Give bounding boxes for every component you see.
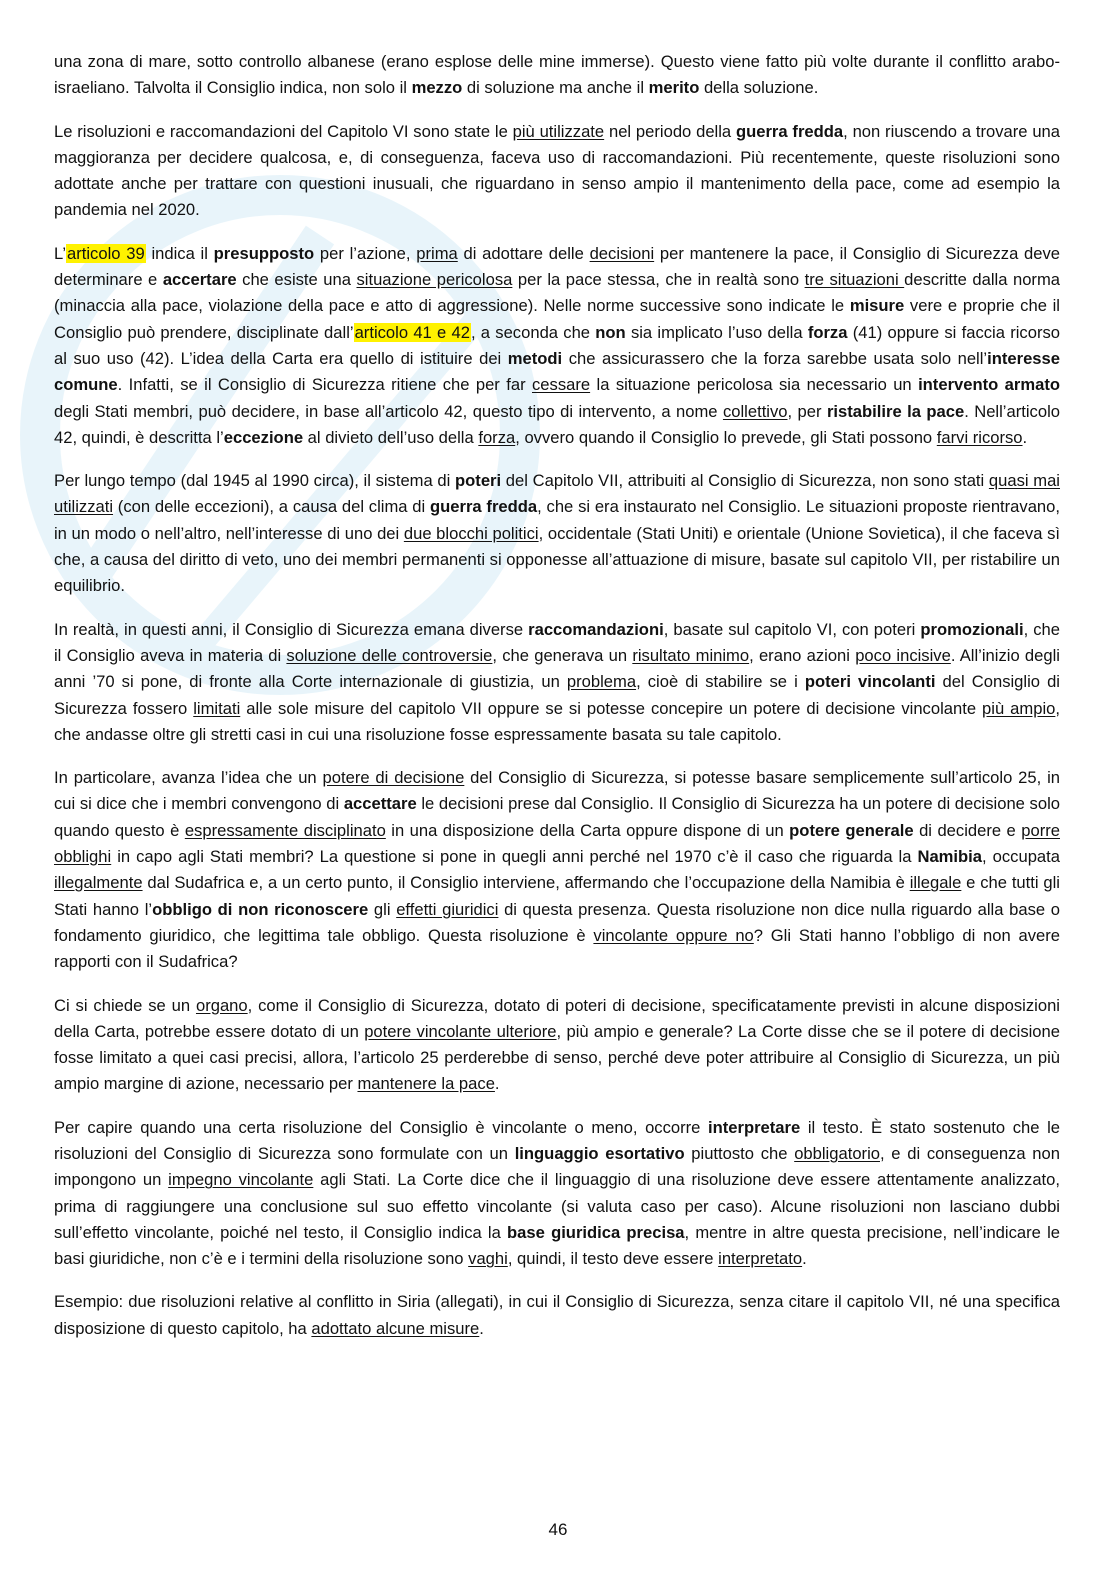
underlined-term: forza bbox=[478, 427, 516, 447]
underlined-term: collettivo bbox=[722, 401, 788, 421]
bold-term: eccezione bbox=[223, 427, 304, 447]
highlighted-term: articolo 41 e 42 bbox=[354, 322, 470, 342]
bold-term: ristabilire la pace bbox=[826, 401, 965, 421]
underlined-term: vincolante oppure no bbox=[593, 925, 754, 945]
bold-term: interpretare bbox=[708, 1117, 801, 1137]
underlined-term: adottato alcune misure bbox=[311, 1318, 480, 1338]
underlined-term: più utilizzate bbox=[512, 121, 605, 141]
highlighted-term: articolo 39 bbox=[67, 243, 145, 263]
bold-term: interesse comune bbox=[54, 348, 1060, 395]
underlined-term: impegno vincolante bbox=[168, 1170, 314, 1190]
underlined-term: potere vincolante ulteriore bbox=[364, 1021, 557, 1041]
underlined-term: tre situazioni bbox=[804, 270, 905, 290]
bold-term: raccomandazioni bbox=[528, 619, 664, 639]
underlined-term: prima bbox=[416, 243, 458, 263]
bold-term: misure bbox=[849, 296, 905, 316]
paragraph-3: L’articolo 39 indica il presupposto per l’azione, prima di adottare delle decisioni per mantenere la pace, il Consiglio di Sicurezza deve determinare e accertare che esiste una situazione pericolosa per la pace stessa, che in realtà sono tre situazioni descritte dalla norma (minaccia alla pace, violazione della pace e atto di aggressione). Nelle norme successive sono indicate le misure vere e proprie che il Consiglio può prendere, disciplinate dall’articolo 41 e 42, a seconda che non sia implicato l’uso della forza (41) oppure si faccia ricorso al suo uso (42). L’idea della Carta era quello di istituire dei metodi che assicurassero che la forza sarebbe usata solo nell’interesse comune. Infatti, se il Consiglio di Sicurezza ritiene che per far cessare la situazione pericolosa sia necessario un intervento armato degli Stati membri, può decidere, in base all’articolo 42, questo tipo di intervento, a nome collettivo, per ristabilire la pace. Nell’articolo 42, quindi, è descritta l’eccezione al divieto dell’uso della forza, ovvero quando il Consiglio lo prevede, gli Stati possono farvi ricorso. bbox=[54, 243, 1061, 447]
bold-term: presupposto bbox=[213, 243, 315, 263]
bold-term: intervento armato bbox=[918, 375, 1061, 395]
bold-term: obbligo di non riconoscere bbox=[152, 899, 369, 919]
underlined-term: mantenere la pace bbox=[357, 1074, 495, 1094]
underlined-term: decisioni bbox=[589, 243, 655, 263]
bold-term: accettare bbox=[343, 794, 417, 814]
bold-term: guerra fredda bbox=[735, 121, 844, 141]
bold-term: poteri bbox=[455, 471, 502, 491]
bold-term: mezzo bbox=[411, 78, 463, 98]
underlined-term: farvi ricorso bbox=[936, 427, 1023, 447]
underlined-term: quasi mai utilizzati bbox=[54, 471, 1060, 517]
document-body bbox=[54, 49, 1060, 1359]
underlined-term: illegale bbox=[909, 873, 962, 893]
bold-term: linguaggio esortativo bbox=[514, 1143, 685, 1163]
page-number: 46 bbox=[548, 1520, 568, 1539]
paragraph-5: In realtà, in questi anni, il Consiglio di Sicurezza emana diverse raccomandazioni, basate sul capitolo VI, con poteri promozionali, che il Consiglio aveva in materia di soluzione delle controversie, che generava un risultato minimo, erano azioni poco incisive. All’inizio degli anni ’70 si pone, di fronte alla Corte internazionale di giustizia, un problema, cioè di stabilire se i poteri vincolanti del Consiglio di Sicurezza fossero limitati alle sole misure del capitolo VII oppure se si potesse concepire un potere di decisione vincolante più ampio, che andasse oltre gli stretti casi in cui una risoluzione fosse espressamente basata su tale capitolo. bbox=[54, 619, 1060, 744]
paragraph-8: Per capire quando una certa risoluzione del Consiglio è vincolante o meno, occorre interpretare il testo. È stato sostenuto che le risoluzioni del Consiglio di Sicurezza sono formulate con un linguaggio esortativo piuttosto che obbligatorio, e di conseguenza non impongono un impegno vincolante agli Stati. La Corte dice che il linguaggio di una risoluzione deve essere attentamente analizzato, prima di raggiungere una conclusione sul suo effetto vincolante (si valuta caso per caso). Alcune risoluzioni non lasciano dubbi sull’effetto vincolante, poiché nel testo, il Consiglio indica la base giuridica precisa, mentre in altre questa precisione, nell’indicare le basi giuridiche, non c’è e i termini della risoluzione sono vaghi, quindi, il testo deve essere interpretato. bbox=[54, 1117, 1061, 1269]
underlined-term: organo bbox=[195, 995, 248, 1015]
underlined-term: risultato minimo bbox=[632, 645, 750, 665]
bold-term: poteri vincolanti bbox=[804, 672, 936, 692]
underlined-term: più ampio bbox=[982, 698, 1056, 718]
underlined-term: problema bbox=[566, 672, 637, 692]
underlined-term: limitati bbox=[193, 698, 241, 718]
bold-term: potere generale bbox=[789, 820, 914, 840]
underlined-term: situazione pericolosa bbox=[356, 270, 513, 290]
bold-term: non bbox=[595, 322, 626, 342]
paragraph-4: Per lungo tempo (dal 1945 al 1990 circa), il sistema di poteri del Capitolo VII, attribuiti al Consiglio di Sicurezza, non sono stati quasi mai utilizzati (con delle eccezioni), a causa del clima di guerra fredda, che si era instaurato nel Consiglio. Le situazioni proposte rientravano, in un modo o nell’altro, nell’interesse di uno dei due blocchi politici, occidentale (Stati Uniti) e orientale (Unione Sovietica), il che faceva sì che, a causa del diritto di veto, uno dei membri permanenti si opponesse all’attuazione di misure, basate sul capitolo VII, per ristabilire un equilibrio. bbox=[54, 471, 1061, 596]
bold-term: accertare bbox=[162, 270, 237, 290]
underlined-term: soluzione delle controversie bbox=[286, 645, 493, 665]
paragraph-1: una zona di mare, sotto controllo albanese (erano esplose delle mine immerse). Questo viene fatto più volte durante il conflitto arabo-israeliano. Talvolta il Consiglio indica, non solo il mezzo di soluzione ma anche il merito della soluzione. bbox=[54, 52, 1060, 98]
underlined-term: obbligatorio bbox=[794, 1143, 880, 1163]
bold-term: guerra fredda bbox=[430, 497, 538, 517]
underlined-term: potere di decisione bbox=[322, 768, 465, 788]
paragraph-6: In particolare, avanza l’idea che un potere di decisione del Consiglio di Sicurezza, si potesse basare semplicemente sull’articolo 25, in cui si dice che i membri convengono di accettare le decisioni prese dal Consiglio. Il Consiglio di Sicurezza ha un potere di decisione solo quando questo è espressamente disciplinato in una disposizione della Carta oppure dispone di un potere generale di decidere e porre obblighi in capo agli Stati membri? La questione si pone in quegli anni perché nel 1970 c’è il caso che riguarda la Namibia, occupata illegalmente dal Sudafrica e, a un certo punto, il Consiglio interviene, affermando che l’occupazione della Namibia è illegale e che tutti gli Stati hanno l’obbligo di non riconoscere gli effetti giuridici di questa presenza. Questa risoluzione non dice nulla riguardo alla base o fondamento giuridico, che legittima tale obbligo. Questa risoluzione è vincolante oppure no? Gli Stati hanno l’obbligo di non avere rapporti con il Sudafrica? bbox=[54, 768, 1061, 972]
underlined-term: due blocchi politici bbox=[403, 523, 539, 543]
underlined-term: espressamente disciplinato bbox=[184, 820, 386, 840]
bold-term: metodi bbox=[507, 348, 563, 368]
underlined-term: cessare bbox=[532, 375, 591, 395]
paragraph-9: Esempio: due risoluzioni relative al conflitto in Siria (allegati), in cui il Consiglio di Sicurezza, senza citare il capitolo VII, né una specifica disposizione di questo capitolo, ha adottato alcune misure. bbox=[54, 1292, 1060, 1338]
bold-term: forza bbox=[807, 322, 848, 342]
underlined-term: porre obblighi bbox=[54, 820, 1060, 867]
bold-term: promozionali bbox=[920, 619, 1024, 639]
paragraph-2: Le risoluzioni e raccomandazioni del Capitolo VI sono state le più utilizzate nel periodo della guerra fredda, non riuscendo a trovare una maggioranza per decidere qualcosa, e, di conseguenza, faceva uso di raccomandazioni. Più recentemente, queste risoluzioni sono adottate anche per trattare con questioni inusuali, che riguardano in senso ampio il mantenimento della pace, come ad esempio la pandemia nel 2020. bbox=[54, 121, 1061, 220]
bold-term: merito bbox=[648, 78, 700, 98]
bold-term: base giuridica precisa bbox=[507, 1222, 685, 1242]
underlined-term: illegalmente bbox=[54, 873, 143, 893]
underlined-term: interpretato bbox=[718, 1249, 803, 1269]
bold-term: Namibia bbox=[917, 847, 983, 867]
underlined-term: poco incisive bbox=[855, 645, 951, 665]
underlined-term: vaghi bbox=[468, 1249, 508, 1269]
underlined-term: effetti giuridici bbox=[396, 899, 499, 919]
paragraph-7: Ci si chiede se un organo, come il Consiglio di Sicurezza, dotato di poteri di decisione, specificatamente previsti in alcune disposizioni della Carta, potrebbe essere dotato di un potere vincolante ulteriore, più ampio e generale? La Corte disse che se il potere di decisione fosse limitato a quei casi precisi, allora, l’articolo 25 perderebbe di senso, perché deve poter attribuire al Consiglio di Sicurezza, un più ampio margine di azione, necessario per mantenere la pace. bbox=[54, 995, 1060, 1094]
